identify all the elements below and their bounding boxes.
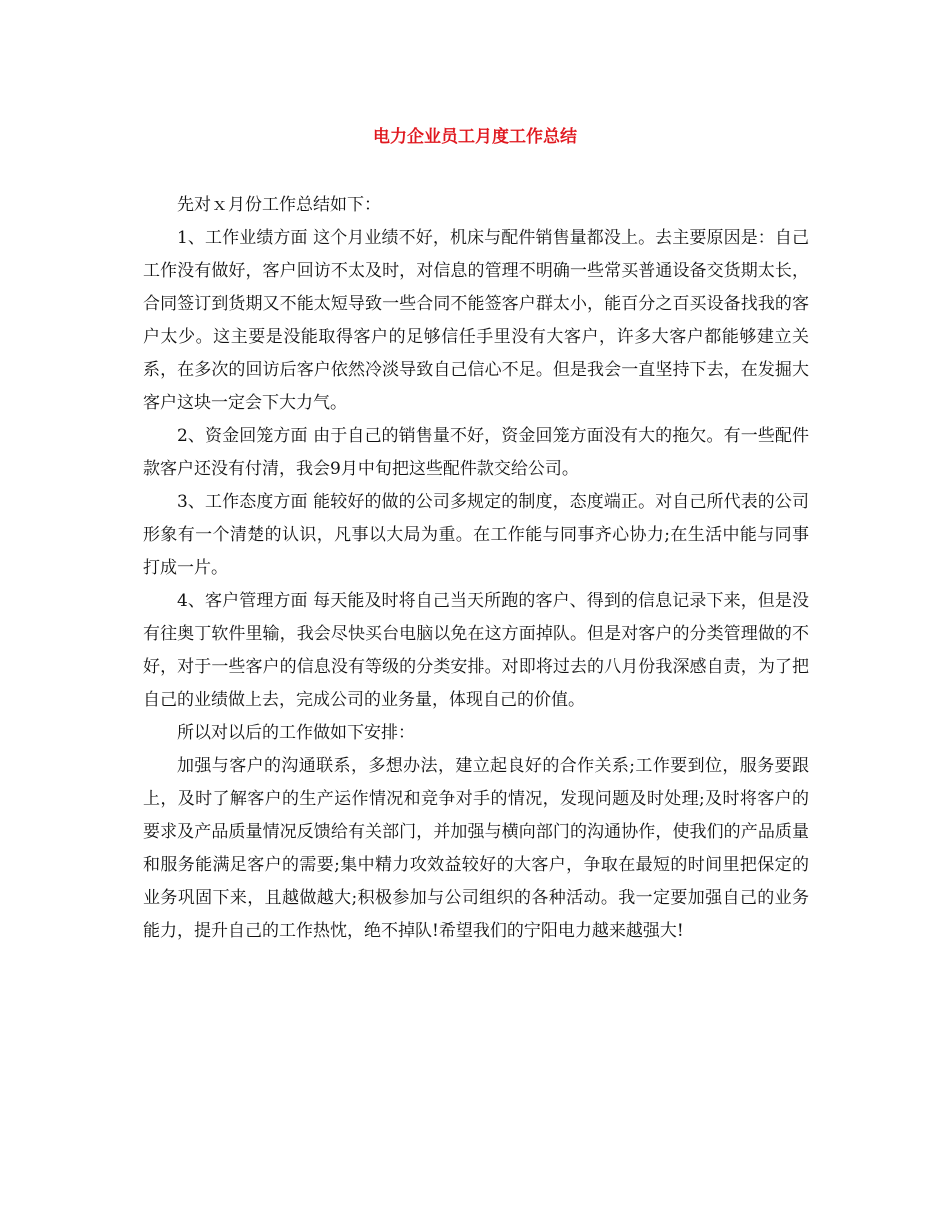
paragraph-funds-collection: 2、资金回笼方面 由于自己的销售量不好，资金回笼方面没有大的拖欠。有一些配件款客户还没有付清，我会9月中旬把这些配件款交给公司。 (143, 426, 809, 479)
paragraph-customer-management: 4、客户管理方面 每天能及时将自己当天所跑的客户、得到的信息记录下来，但是没有往奥丁软件里输，我会尽快买台电脑以免在这方面掉队。但是对客户的分类管理做的不好，对于一些客户的信息没有等级的分类安排。对即将过去的八月份我深感自责，为了把自己的业绩做上去，完成公司的业务量，体现自己的价值。 (143, 591, 809, 710)
paragraph-future-plan: 加强与客户的沟通联系，多想办法，建立起良好的合作关系;工作要到位，服务要跟上，及时了解客户的生产运作情况和竞争对手的情况，发现问题及时处理;及时将客户的要求及产品质量情况反馈给有关部门，并加强与横向部门的沟通协作，使我们的产品质量和服务能满足客户的需要;集中精力攻效益较好的大客户，争取在最短的时间里把保定的业务巩固下来，且越做越大;积极参加与公司组织的各种活动。我一定要加强自己的业务能力，提升自己的工作热忱，绝不掉队!希望我们的宁阳电力越来越强大! (143, 756, 809, 941)
paragraph-future-plan-intro: 所以对以后的工作做如下安排： (177, 723, 415, 743)
paragraph-intro: 先对ｘ月份工作总结如下： (177, 195, 381, 215)
paragraph-work-attitude: 3、工作态度方面 能较好的做的公司多规定的制度，态度端正。对自己所代表的公司形象有一个清楚的认识，凡事以大局为重。在工作能与同事齐心协力;在生活中能与同事打成一片。 (143, 492, 809, 578)
paragraph-performance: 1、工作业绩方面 这个月业绩不好，机床与配件销售量都没上。去主要原因是：自己工作没有做好，客户回访不太及时，对信息的管理不明确一些常买普通设备交货期太长，合同签订到货期又不能太短导致一些合同不能签客户群太小，能百分之百买设备找我的客户太少。这主要是没能取得客户的足够信任手里没有大客户，许多大客户都能够建立关系，在多次的回访后客户依然冷淡导致自己信心不足。但是我会一直坚持下去，在发掘大客户这块一定会下大力气。 (143, 228, 809, 413)
document-body (143, 189, 809, 948)
document-title: 电力企业员工月度工作总结 (373, 127, 577, 147)
